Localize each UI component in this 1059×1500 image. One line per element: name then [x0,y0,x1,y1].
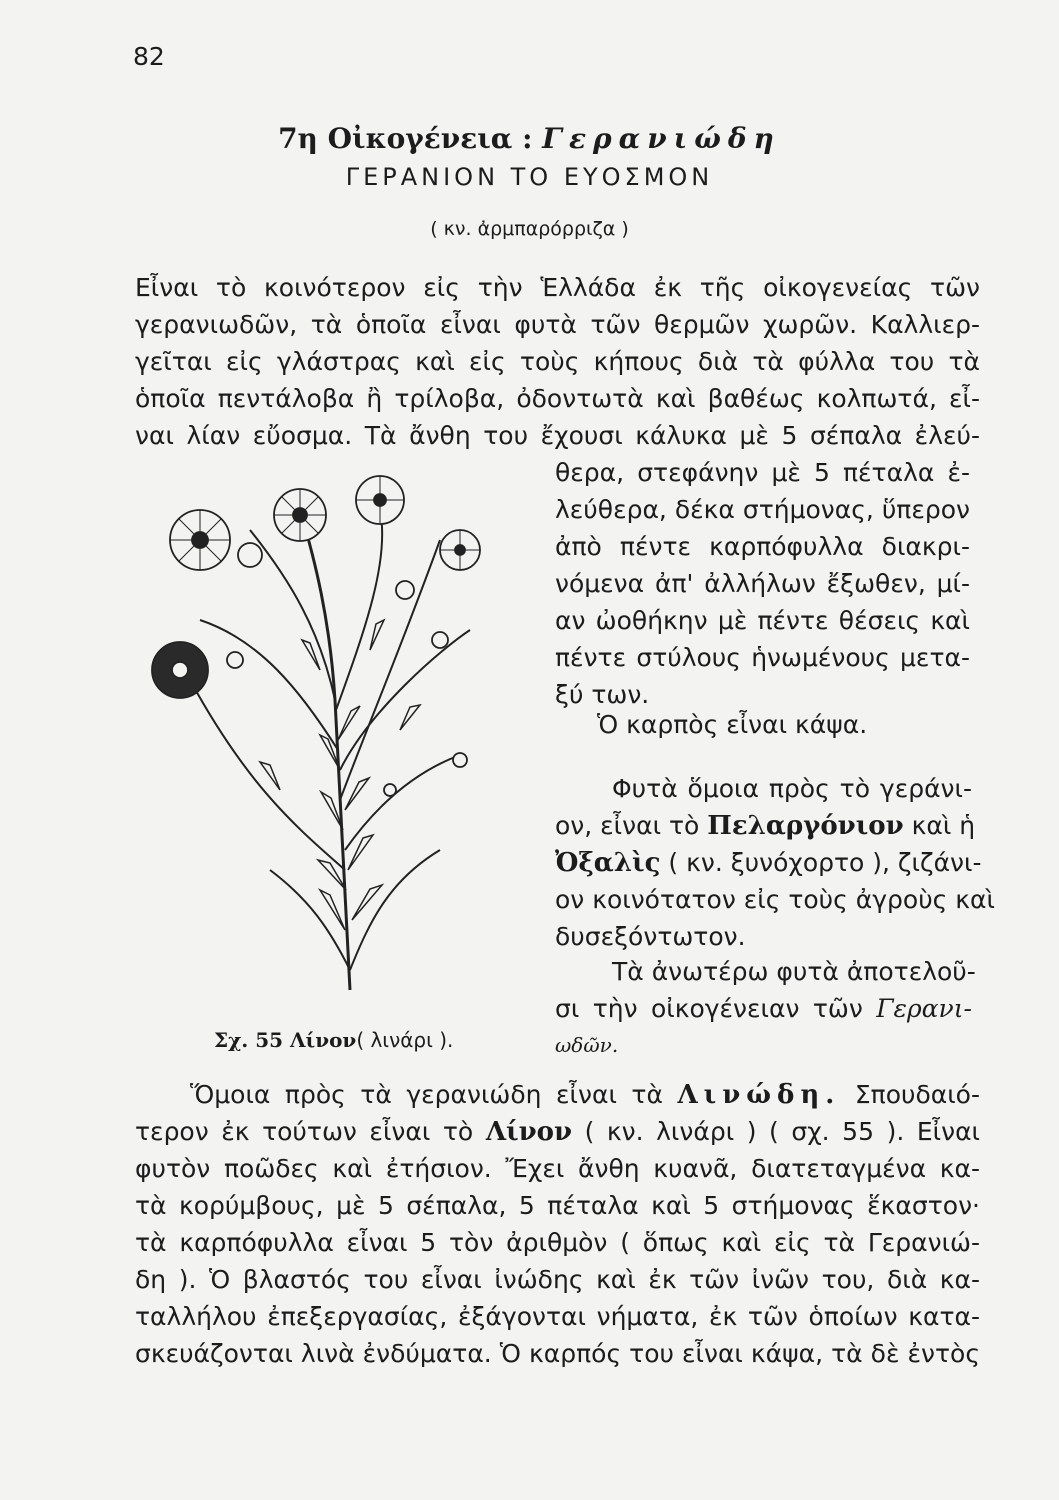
bottom-line: δη ). Ὁ βλαστός του εἶναι ἰνώδης καὶ ἐκ τῶν ἰνῶν του, διὰ κα- [135,1265,980,1294]
bottom-line: τερον ἐκ τούτων εἶναι τὸ Λίνον ( κν. λινάρι ) ( σχ. 55 ). Εἶναι [135,1117,981,1147]
right-column-line: ξύ των. [555,680,650,709]
fruit-line: Ὁ καρπὸς εἶναι κάψα. [597,710,868,739]
bottom-line: τὰ καρπόφυλλα εἶναι 5 τὸν ἀριθμὸν ( ὅπως καὶ εἰς τὰ Γερανιώ- [135,1228,980,1257]
similar-line: ον, εἶναι τὸ Πελαργόνιον καὶ ἡ [555,811,976,841]
family-line: ωδῶν. [555,1033,619,1057]
chapter-name: Γερανιώδη [542,122,781,155]
linum-term: Λίνον [485,1117,572,1147]
family-name: Γερανι- [876,994,972,1023]
figure-caption [214,1028,453,1052]
bottom-line: σκευάζονται λινὰ ἐνδύματα. Ὁ καρπός του εἶναι κάψα, τὰ δὲ ἐντὸς [135,1339,980,1368]
species-title: ΓΕΡΑΝΙΟΝ ΤΟ ΕΥΟΣΜΟΝ [345,163,714,191]
right-column-line: ἀπὸ πέντε καρπόφυλλα διακρι- [555,532,970,561]
right-column-line: θερα, στεφάνην μὲ 5 πέταλα ἐ- [555,458,970,487]
bottom-line: τὰ κορύμβους, μὲ 5 σέπαλα, 5 πέταλα καὶ 5 στήμονας ἕκαστον· [135,1191,980,1220]
body-line: γερανιωδῶν, τὰ ὁποῖα εἶναι φυτὰ τῶν θερμῶν χωρῶν. Καλλιερ- [135,310,980,339]
similar-line: δυσεξόντωτον. [555,922,746,951]
chapter-prefix: 7η Οἰκογένεια : [278,122,533,155]
body-line: ὁποῖα πεντάλοβα ἢ τρίλοβα, ὀδοντωτὰ καὶ βαθέως κολπωτά, εἶ- [135,384,980,413]
body-line: γεῖται εἰς γλάστρας καὶ εἰς τοὺς κήπους διὰ τὰ φύλλα του τὰ [135,347,980,376]
chapter-title [0,122,1059,155]
right-column-line: λεύθερα, δέκα στήμονας, ὕπερον [555,495,970,524]
similar-line: Φυτὰ ὅμοια πρὸς τὸ γεράνι- [612,774,972,803]
common-name: ( κν. ἀρμπαρόρριζα ) [430,218,629,240]
right-column-line: νόμενα ἀπ' ἀλλήλων ἔξωθεν, μί- [555,569,970,598]
similar-line: ον κοινότατον εἰς τοὺς ἀγροὺς καὶ [555,885,995,914]
body-line: ναι λίαν εὔοσμα. Τὰ ἄνθη του ἔχουσι κάλυκα μὲ 5 σέπαλα ἐλεύ- [135,421,980,450]
similar-line: Ὀξαλὶς ( κν. ξυνόχορτο ), ζιζάνι- [555,848,982,878]
oxalis-term: Ὀξαλὶς [555,848,661,878]
bottom-line: Ὅμοια πρὸς τὰ γερανιώδη εἶναι τὰ Λινώδη. Σπουδαιό- [190,1080,981,1110]
pelargonium-term: Πελαργόνιον [707,811,904,841]
family-line: σι τὴν οἰκογένειαν τῶν Γερανι- [555,994,972,1023]
caption-common-name: ( λινάρι ). [356,1028,454,1052]
bottom-line: ταλλήλου ἐπεξεργασίας, ἐξάγονται νήματα, ἐκ τῶν ὁποίων κατα- [135,1302,980,1331]
bottom-line: φυτὸν ποῶδες καὶ ἐτήσιον. Ἔχει ἄνθη κυανᾶ, διατεταγμένα κα- [135,1154,980,1183]
caption-label: Σχ. 55 Λίνον [214,1028,357,1052]
flax-plant-illustration [140,470,520,1010]
right-column-line: αν ὠοθήκην μὲ πέντε θέσεις καὶ [555,606,970,635]
page-number: 82 [133,42,165,71]
family-line: Τὰ ἀνωτέρω φυτὰ ἀποτελοῦ- [612,957,976,986]
body-line: Εἶναι τὸ κοινότερον εἰς τὴν Ἑλλάδα ἐκ τῆς οἰκογενείας τῶν [135,273,980,302]
right-column-line: πέντε στύλους ἡνωμένους μετα- [555,643,970,672]
linaceae-term: Λινώδη. [677,1080,841,1110]
